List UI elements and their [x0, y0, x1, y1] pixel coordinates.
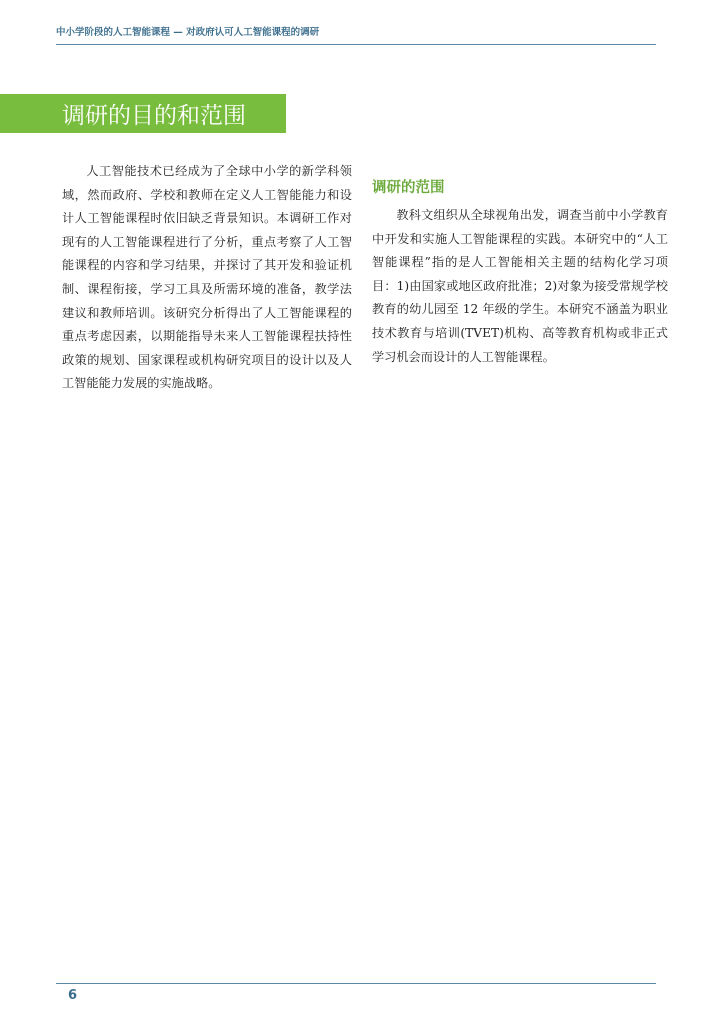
page-number: 6 — [68, 988, 78, 1003]
header-divider — [56, 44, 656, 45]
scope-paragraph: 教科文组织从全球视角出发，调查当前中小学教育中开发和实施人工智能课程的实践。本研究中的“人工智能课程”指的是人工智能相关主题的结构化学习项目：1)由国家或地区政府批准；2)对象为接受常规学校教育的幼儿园至 12 年级的学生。本研究不涵盖为职业技术教育与培训(TVET)机构、高等教育机构或非正式学习机会而设计的人工智能课程。 — [372, 208, 668, 364]
scope-subheading: 调研的范围 — [372, 180, 445, 196]
section-title: 调研的目的和范围 — [62, 103, 246, 129]
intro-paragraph: 人工智能技术已经成为了全球中小学的新学科领域，然而政府、学校和教师在定义人工智能能力和设计人工智能课程时依旧缺乏背景知识。本调研工作对现有的人工智能课程进行了分析，重点考察了人工智能课程的内容和学习结果，并探讨了其开发和验证机制、课程衔接，学习工具及所需环境的准备，教学法建议和教师培训。该研究分析得出了人工智能课程的重点考虑因素，以期能指导未来人工智能课程扶持性政策的规划、国家课程或机构研究项目的设计以及人工智能能力发展的实施战略。 — [62, 164, 352, 391]
running-header: 中小学阶段的人工智能课程 — 对政府认可人工智能课程的调研 — [56, 27, 320, 38]
footer-divider — [56, 983, 656, 984]
